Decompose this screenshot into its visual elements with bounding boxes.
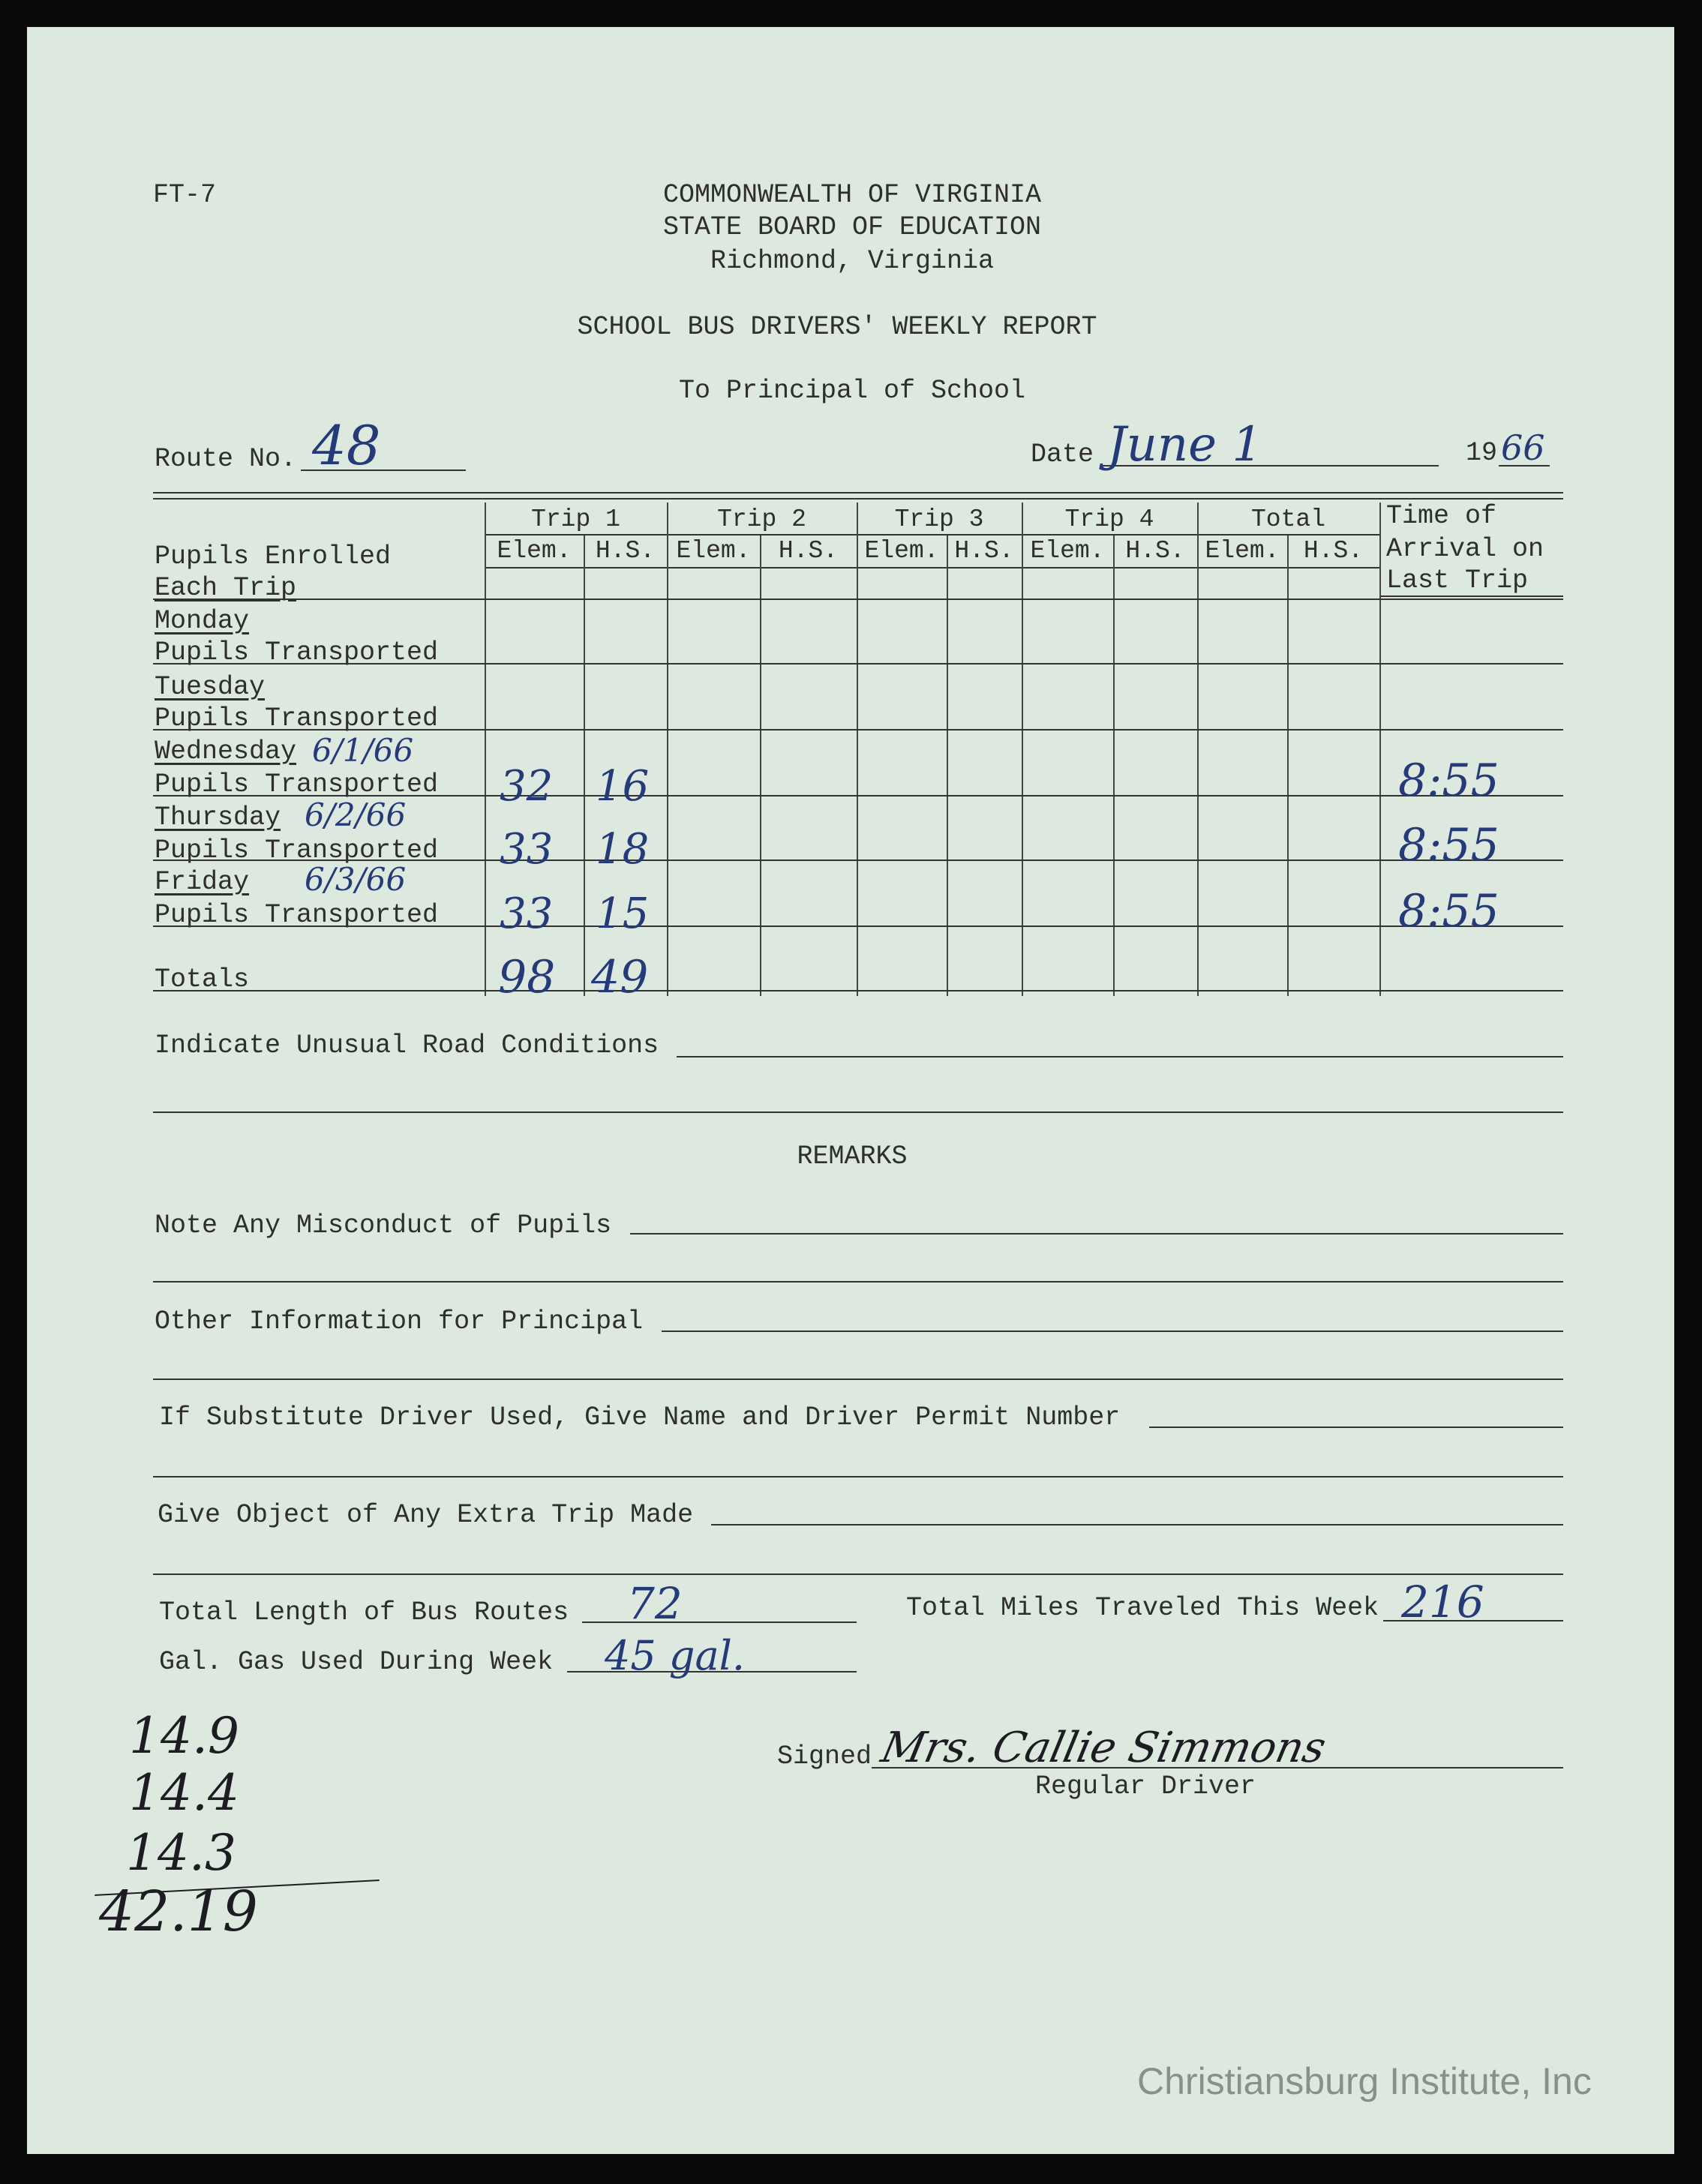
header-line-2: STATE BOARD OF EDUCATION [662,212,1042,242]
form-subtitle: To Principal of School [678,376,1026,406]
margin-note: 14.3 [126,1824,236,1882]
route-length-label: Total Length of Bus Routes [159,1598,569,1628]
thursday-hs: 18 [596,825,650,874]
arrival-header-line-3: Last Trip [1386,566,1529,596]
row-rule [153,598,1563,600]
hs-subheader: H.S. [1125,537,1185,565]
substitute-line [1149,1426,1563,1428]
transported-label: Pupils Transported [155,638,439,668]
hs-subheader: H.S. [954,537,1014,565]
subheader-rule [485,567,1379,568]
route-length-line [582,1622,857,1623]
totals-elem: 98 [498,951,556,1004]
trip-header-rule [485,534,1379,536]
transported-label: Pupils Transported [155,770,439,800]
elem-subheader: Elem. [1030,537,1105,565]
wednesday-date: 6/1/66 [312,732,414,769]
row-rule [153,663,1563,664]
road-conditions-line-2 [153,1112,1563,1113]
header-line-3: Richmond, Virginia [710,246,995,276]
regular-driver-label: Regular Driver [1035,1772,1256,1802]
col-divider [485,502,486,996]
wednesday-time: 8:55 [1398,754,1499,807]
other-info-line-2 [153,1378,1563,1380]
road-conditions-label: Indicate Unusual Road Conditions [155,1030,659,1060]
elem-subheader: Elem. [676,537,751,565]
enrolled-label-2: Each Trip [155,573,297,603]
col-divider [857,502,858,996]
other-info-label: Other Information for Principal [155,1306,644,1336]
date-label: Date [1031,440,1094,470]
elem-subheader: Elem. [864,537,939,565]
signature-value: Mrs. Callie Simmons [877,1724,1331,1772]
hs-subheader: H.S. [595,537,656,565]
form-title: SCHOOL BUS DRIVERS' WEEKLY REPORT [577,312,1097,342]
col-divider [1197,502,1199,996]
friday-date: 6/3/66 [305,861,407,898]
misconduct-label: Note Any Misconduct of Pupils [155,1210,612,1240]
margin-note: 14.4 [129,1764,239,1822]
gas-value: 45 gal. [605,1632,746,1679]
arrival-header-rule [1379,596,1563,597]
friday-time: 8:55 [1398,885,1499,938]
form-page [27,27,1674,2154]
date-value: June 1 [1107,417,1263,472]
remarks-heading: REMARKS [797,1142,908,1172]
total-header: Total [1250,506,1326,533]
gas-label: Gal. Gas Used During Week [159,1647,554,1677]
arrival-header-line-2: Arrival on [1386,534,1544,564]
header-line-1: COMMONWEALTH OF VIRGINIA [662,180,1042,210]
year-prefix: 19 [1466,438,1498,468]
row-rule [153,729,1563,730]
friday-hs: 15 [596,890,650,938]
col-divider [1022,502,1023,996]
wednesday-hs: 16 [596,762,650,811]
watermark: Christiansburg Institute, Inc [1137,2060,1592,2102]
route-value: 48 [312,414,381,477]
substitute-line-2 [153,1476,1563,1478]
day-label-friday: Friday [155,867,250,897]
road-conditions-line [677,1056,1563,1058]
trip-3-header: Trip 3 [894,506,984,533]
row-rule [153,926,1563,927]
totals-label: Totals [155,964,250,994]
elem-subheader: Elem. [497,537,572,565]
extra-trip-line [711,1524,1563,1526]
elem-subheader: Elem. [1205,537,1280,565]
transported-label: Pupils Transported [155,900,439,930]
thursday-date: 6/2/66 [305,796,407,833]
row-rule [153,990,1563,992]
substitute-label: If Substitute Driver Used, Give Name and Driver Permit Number [159,1402,1121,1432]
hs-subheader: H.S. [778,537,839,565]
margin-note: 14.9 [129,1707,239,1765]
other-info-line [662,1330,1563,1332]
wednesday-elem: 32 [500,762,554,811]
col-divider [667,502,668,996]
thursday-elem: 33 [500,825,554,874]
transported-label: Pupils Transported [155,836,439,866]
misconduct-line-2 [153,1281,1563,1282]
margin-note-sum: 42.19 [99,1880,258,1944]
miles-label: Total Miles Traveled This Week [906,1593,1379,1623]
table-top-rule-2 [153,498,1563,500]
day-label-wednesday: Wednesday [155,736,297,766]
signed-label: Signed [777,1742,872,1772]
totals-hs: 49 [591,951,649,1004]
hs-subheader: H.S. [1303,537,1364,565]
transported-label: Pupils Transported [155,704,439,734]
arrival-header-line-1: Time of [1386,501,1497,531]
trip-2-header: Trip 2 [717,506,806,533]
col-divider [1379,502,1381,996]
trip-1-header: Trip 1 [531,506,620,533]
route-label: Route No. [155,444,297,474]
year-value: 66 [1501,428,1545,468]
form-code: FT-7 [153,180,217,210]
table-top-rule [153,492,1563,494]
misconduct-line [630,1233,1563,1234]
trip-4-header: Trip 4 [1064,506,1154,533]
day-label-thursday: Thursday [155,802,281,832]
friday-elem: 33 [500,890,554,938]
extra-trip-line-2 [153,1574,1563,1575]
day-label-tuesday: Tuesday [155,672,266,702]
route-length-value: 72 [627,1578,683,1629]
thursday-time: 8:55 [1398,819,1499,872]
enrolled-label-1: Pupils Enrolled [155,542,392,572]
miles-value: 216 [1401,1576,1484,1628]
day-label-monday: Monday [155,606,250,636]
extra-trip-label: Give Object of Any Extra Trip Made [158,1500,694,1530]
